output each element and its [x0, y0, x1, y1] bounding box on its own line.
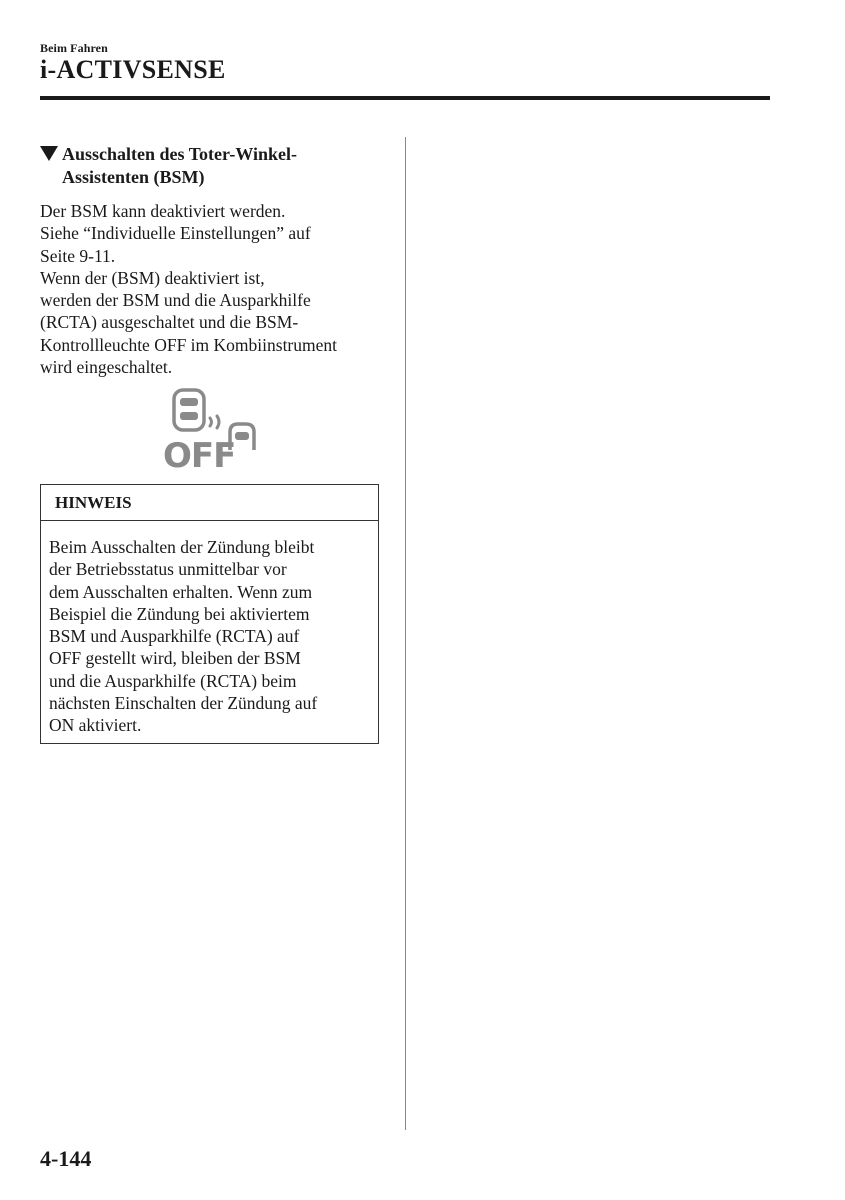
heading-line-2: Assistenten (BSM)	[62, 167, 205, 187]
paragraph-line: Wenn der (BSM) deaktiviert ist,	[40, 267, 265, 288]
section-heading	[40, 143, 390, 189]
note-body	[41, 521, 378, 737]
paragraph-line: Seite 9-11.	[40, 245, 116, 266]
note-line: Beispiel die Zündung bei aktiviertem	[49, 603, 310, 624]
triangle-marker-icon	[40, 146, 58, 161]
header-rule	[40, 96, 770, 100]
note-line: und die Ausparkhilfe (RCTA) beim	[49, 670, 297, 691]
note-line: OFF gestellt wird, bleiben der BSM	[49, 648, 301, 669]
paragraph-line: Der BSM kann deaktiviert werden.	[40, 201, 286, 221]
column-divider	[405, 137, 406, 1130]
note-box	[40, 484, 379, 744]
note-line: ON aktiviert.	[49, 715, 142, 736]
section-label: Beim Fahren	[40, 41, 108, 55]
heading-line-1: Ausschalten des Toter-Winkel-	[62, 144, 298, 164]
paragraph-line: wird eingeschaltet.	[40, 357, 173, 378]
body-paragraph	[40, 200, 385, 378]
paragraph-line: (RCTA) ausgeschaltet und die BSM-	[40, 312, 299, 333]
note-title: HINWEIS	[41, 485, 378, 521]
page-number: 4-144	[40, 1146, 92, 1171]
note-line: Beim Ausschalten der Zündung bleibt	[49, 537, 315, 557]
note-line: nächsten Einschalten der Zündung auf	[49, 693, 318, 714]
paragraph-line: Kontrollleuchte OFF im Kombiinstrument	[40, 334, 337, 355]
paragraph-line: werden der BSM und die Ausparkhilfe	[40, 290, 311, 311]
note-line: dem Ausschalten erhalten. Wenn zum	[49, 581, 313, 602]
paragraph-line: Siehe “Individuelle Einstellungen” auf	[40, 223, 311, 244]
indicator-label: OFF	[163, 436, 236, 470]
chapter-title: i-ACTIVSENSE	[40, 55, 226, 84]
note-line: BSM und Ausparkhilfe (RCTA) auf	[49, 626, 300, 647]
note-line: der Betriebsstatus unmittelbar vor	[49, 559, 287, 580]
bsm-off-indicator-icon	[162, 388, 258, 470]
